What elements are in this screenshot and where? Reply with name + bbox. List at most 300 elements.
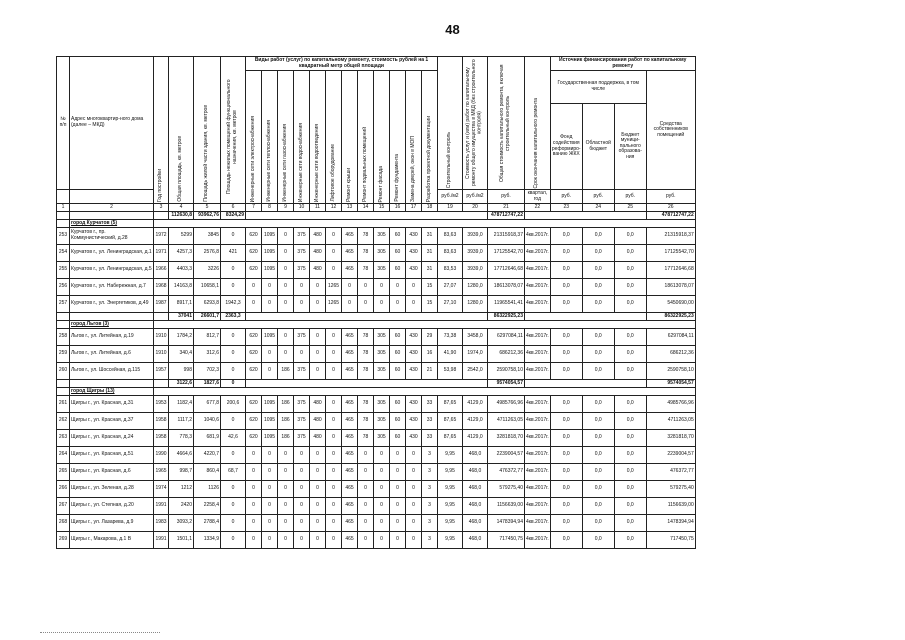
- cell-empty: [57, 388, 70, 396]
- work-cost: 0: [246, 279, 262, 296]
- header-state-support: Государственная поддержка, в том числе: [550, 71, 646, 104]
- cell-empty: [154, 388, 696, 396]
- work-cost: 0: [262, 481, 278, 498]
- row-number: 269: [57, 532, 70, 549]
- subtotal-nonres: 2363,3: [221, 313, 246, 321]
- header-work-design-docs: Разработка проектной документации: [422, 71, 438, 204]
- regional-amount: 0,0: [582, 279, 614, 296]
- municipal-amount: 0,0: [614, 396, 646, 413]
- row-number: 259: [57, 346, 70, 363]
- row-number: 266: [57, 481, 70, 498]
- cell-empty: [70, 380, 154, 388]
- work-cost: 0: [278, 481, 294, 498]
- work-cost: 480: [310, 396, 326, 413]
- column-number: 17: [406, 204, 422, 212]
- total-area: 14163,8: [169, 279, 194, 296]
- regional-amount: 0,0: [582, 329, 614, 346]
- column-number: 13: [342, 204, 358, 212]
- work-cost: 0: [374, 296, 390, 313]
- header-work-facade: Ремонт фасада: [374, 71, 390, 204]
- table-row: [57, 498, 696, 515]
- column-number: 3: [154, 204, 169, 212]
- work-cost: 0: [294, 296, 310, 313]
- work-cost: 3: [422, 464, 438, 481]
- living-area: 702,3: [194, 363, 221, 380]
- work-cost: 0: [406, 296, 422, 313]
- table-row: [57, 296, 696, 313]
- work-cost: 375: [294, 228, 310, 245]
- deadline: 4кв.2017г.: [525, 396, 551, 413]
- work-cost: 0: [310, 363, 326, 380]
- work-cost: 0: [326, 447, 342, 464]
- header-unit-cost: Стоимость услуг и (или) работ по капитальному ремонту общего имущества в МКД (без строительного контроля): [463, 57, 488, 190]
- work-cost: 620: [246, 430, 262, 447]
- work-cost: 465: [342, 498, 358, 515]
- work-cost: 375: [294, 245, 310, 262]
- deadline: 4кв.2017г.: [525, 245, 551, 262]
- work-cost: 430: [406, 329, 422, 346]
- work-cost: 33: [422, 396, 438, 413]
- nonres-area: 0: [221, 413, 246, 430]
- fund-amount: 0,0: [550, 481, 582, 498]
- work-cost: 0: [294, 515, 310, 532]
- work-cost: 0: [262, 464, 278, 481]
- work-cost: 3: [422, 515, 438, 532]
- total-area: 1117,2: [169, 413, 194, 430]
- address: Щигры г., Макарова, д.1 В: [70, 532, 154, 549]
- work-cost: 0: [326, 515, 342, 532]
- work-cost: 1265: [326, 279, 342, 296]
- column-number: 22: [525, 204, 551, 212]
- table-row: [57, 464, 696, 481]
- fund-amount: 0,0: [550, 498, 582, 515]
- unit-cost-m2: 73,38: [438, 329, 463, 346]
- work-cost: 0: [294, 481, 310, 498]
- unit-cost: 4129,0: [463, 413, 488, 430]
- living-area: 812,7: [194, 329, 221, 346]
- municipal-amount: 0,0: [614, 532, 646, 549]
- column-number: 12: [326, 204, 342, 212]
- work-cost: 305: [374, 413, 390, 430]
- living-area: 681,9: [194, 430, 221, 447]
- work-cost: 60: [390, 262, 406, 279]
- regional-amount: 0,0: [582, 464, 614, 481]
- header-work-electric: Инженерные сети электроснабжения: [246, 71, 262, 204]
- work-cost: 480: [310, 413, 326, 430]
- header-fund: Фонд содействия реформиро-ванию ЖКХ: [550, 104, 582, 190]
- header-year-built: Год постройки: [154, 57, 169, 204]
- total-cost: 579275,40: [488, 481, 525, 498]
- total-area: 4664,6: [169, 447, 194, 464]
- header-living-area: Площадь жилой части здания, кв. метров: [194, 57, 221, 204]
- work-cost: 430: [406, 363, 422, 380]
- work-cost: 0: [374, 498, 390, 515]
- total-area: 1501,1: [169, 532, 194, 549]
- work-cost: 0: [310, 329, 326, 346]
- living-area: 2258,4: [194, 498, 221, 515]
- unit-cost: 4129,0: [463, 430, 488, 447]
- column-number: 21: [488, 204, 525, 212]
- total-cost: 1156639,00: [488, 498, 525, 515]
- living-area: 6293,8: [194, 296, 221, 313]
- cell-empty: [246, 380, 488, 388]
- unit-cost-m2: 27,10: [438, 296, 463, 313]
- unit-cost: 468,0: [463, 532, 488, 549]
- work-cost: 620: [246, 228, 262, 245]
- column-number: 9: [278, 204, 294, 212]
- column-number: 20: [463, 204, 488, 212]
- column-number: 7: [246, 204, 262, 212]
- unit-cost-m2: 27,07: [438, 279, 463, 296]
- living-area: 312,6: [194, 346, 221, 363]
- unit-rub-fund: руб.: [550, 190, 582, 204]
- cell-empty: [70, 212, 154, 220]
- column-number: 4: [169, 204, 194, 212]
- work-cost: 0: [342, 279, 358, 296]
- cell-empty: [525, 380, 647, 388]
- cell-empty: [246, 212, 488, 220]
- unit-cost-m2: 87,65: [438, 430, 463, 447]
- municipal-amount: 0,0: [614, 481, 646, 498]
- work-cost: 0: [374, 464, 390, 481]
- cell-empty: [57, 212, 70, 220]
- work-cost: 305: [374, 346, 390, 363]
- total-cost: 17125542,70: [488, 245, 525, 262]
- work-cost: 0: [406, 532, 422, 549]
- total-area: 8917,1: [169, 296, 194, 313]
- owners-amount: 476372,77: [646, 464, 695, 481]
- work-cost: 1265: [326, 296, 342, 313]
- municipal-amount: 0,0: [614, 245, 646, 262]
- total-area: 1212: [169, 481, 194, 498]
- year-built: 1987: [154, 296, 169, 313]
- header-work-gas: Инженерные сети газоснабжения: [278, 71, 294, 204]
- fund-amount: 0,0: [550, 447, 582, 464]
- year-built: 1910: [154, 346, 169, 363]
- work-cost: 0: [326, 532, 342, 549]
- unit-cost: 468,0: [463, 447, 488, 464]
- cell-empty: [57, 220, 70, 228]
- regional-amount: 0,0: [582, 498, 614, 515]
- unit-cost: 468,0: [463, 464, 488, 481]
- header-row-number: № п/п: [57, 57, 70, 190]
- work-cost: 620: [246, 396, 262, 413]
- row-number: 263: [57, 430, 70, 447]
- total-cost: 717450,75: [488, 532, 525, 549]
- unit-rub-municipal: руб.: [614, 190, 646, 204]
- nonres-area: 0: [221, 262, 246, 279]
- work-cost: 0: [294, 447, 310, 464]
- column-number: 11: [310, 204, 326, 212]
- subtotal-cost: 9574054,57: [488, 380, 525, 388]
- work-cost: 0: [342, 296, 358, 313]
- total-cost: 2239004,57: [488, 447, 525, 464]
- header-deadline: Срок окончания капитального ремонта: [525, 57, 551, 190]
- unit-cost-m2: 9,95: [438, 515, 463, 532]
- total-cost: 17712646,68: [488, 262, 525, 279]
- owners-amount: 6297084,11: [646, 329, 695, 346]
- nonres-area: 0: [221, 363, 246, 380]
- fund-amount: 0,0: [550, 245, 582, 262]
- work-cost: 0: [406, 481, 422, 498]
- living-area: 3845: [194, 228, 221, 245]
- address: Щигры г., ул. Лазарева, д.9: [70, 515, 154, 532]
- cell-empty: [154, 220, 696, 228]
- grand-total-cost: 478712747,22: [488, 212, 525, 220]
- grand-total-row: [57, 212, 696, 220]
- address: Курчатов г., ул. Ленинградская, д.1: [70, 245, 154, 262]
- fund-amount: 0,0: [550, 329, 582, 346]
- nonres-area: 0: [221, 228, 246, 245]
- header-funding-group: Источник финансирования работ по капитальному ремонту: [550, 57, 695, 71]
- work-cost: 0: [358, 532, 374, 549]
- address: Щигры г., ул. Красная, д.31: [70, 396, 154, 413]
- work-cost: 0: [326, 228, 342, 245]
- cell-empty: [246, 313, 488, 321]
- regional-amount: 0,0: [582, 430, 614, 447]
- work-cost: 0: [390, 279, 406, 296]
- work-cost: 0: [262, 363, 278, 380]
- municipal-amount: 0,0: [614, 296, 646, 313]
- work-cost: 375: [294, 262, 310, 279]
- subtotal-owners: 9574054,57: [646, 380, 695, 388]
- table-row: [57, 430, 696, 447]
- work-cost: 0: [278, 346, 294, 363]
- table-row: [57, 481, 696, 498]
- column-number: 24: [582, 204, 614, 212]
- unit-cost-m2: 87,65: [438, 396, 463, 413]
- work-cost: 0: [390, 464, 406, 481]
- work-cost: 0: [294, 346, 310, 363]
- fund-amount: 0,0: [550, 279, 582, 296]
- unit-rub-m2-control: руб./м2: [438, 190, 463, 204]
- cell-empty: [154, 313, 169, 321]
- total-area: 1784,2: [169, 329, 194, 346]
- work-cost: 0: [406, 464, 422, 481]
- work-cost: 305: [374, 396, 390, 413]
- unit-cost-m2: 9,95: [438, 481, 463, 498]
- row-number: 262: [57, 413, 70, 430]
- unit-cost: 468,0: [463, 481, 488, 498]
- deadline: 4кв.2017г.: [525, 279, 551, 296]
- work-cost: 620: [246, 363, 262, 380]
- work-cost: 0: [310, 464, 326, 481]
- work-cost: 0: [310, 515, 326, 532]
- work-cost: 0: [310, 498, 326, 515]
- living-area: 10658,1: [194, 279, 221, 296]
- unit-cost: 3458,0: [463, 329, 488, 346]
- deadline: 4кв.2017г.: [525, 498, 551, 515]
- work-cost: 0: [262, 346, 278, 363]
- work-cost: 78: [358, 346, 374, 363]
- subtotal-row: [57, 313, 696, 321]
- nonres-area: 0: [221, 346, 246, 363]
- nonres-area: 0: [221, 498, 246, 515]
- work-cost: 465: [342, 464, 358, 481]
- deadline: 4кв.2017г.: [525, 447, 551, 464]
- nonres-area: 0: [221, 515, 246, 532]
- cell-empty: [154, 380, 169, 388]
- row-number: 264: [57, 447, 70, 464]
- address: Щигры г., ул. Красная, д.24: [70, 430, 154, 447]
- header-total-cost: Общая стоимость капитального ремонта, включая строительный контроль: [488, 57, 525, 190]
- total-cost: 1478394,94: [488, 515, 525, 532]
- work-cost: 0: [294, 498, 310, 515]
- work-cost: 0: [390, 515, 406, 532]
- work-cost: 0: [358, 279, 374, 296]
- work-cost: 465: [342, 228, 358, 245]
- work-cost: 375: [294, 413, 310, 430]
- deadline: 4кв.2017г.: [525, 363, 551, 380]
- header-total-area: Общая площадь, кв. метров: [169, 57, 194, 204]
- subtotal-owners: 86322925,23: [646, 313, 695, 321]
- fund-amount: 0,0: [550, 515, 582, 532]
- work-cost: 0: [374, 532, 390, 549]
- living-area: 4220,7: [194, 447, 221, 464]
- work-cost: 78: [358, 329, 374, 346]
- work-cost: 15: [422, 296, 438, 313]
- total-area: 998,7: [169, 464, 194, 481]
- work-cost: 0: [406, 498, 422, 515]
- work-cost: 3: [422, 498, 438, 515]
- deadline: 4кв.2017г.: [525, 464, 551, 481]
- address: Льгов г., ул. Литейная, д.6: [70, 346, 154, 363]
- owners-amount: 2590758,10: [646, 363, 695, 380]
- work-cost: 0: [278, 262, 294, 279]
- work-cost: 0: [390, 532, 406, 549]
- owners-amount: 1156639,00: [646, 498, 695, 515]
- nonres-area: 0: [221, 532, 246, 549]
- work-cost: 0: [246, 447, 262, 464]
- work-cost: 465: [342, 329, 358, 346]
- year-built: 1974: [154, 481, 169, 498]
- unit-quarter-year: квартал, год: [525, 190, 551, 204]
- work-cost: 620: [246, 346, 262, 363]
- work-cost: 3: [422, 447, 438, 464]
- row-number: 268: [57, 515, 70, 532]
- work-cost: 465: [342, 363, 358, 380]
- header-work-doors-windows: Замена дверей, окон в МОП: [406, 71, 422, 204]
- city-header-row: [57, 220, 696, 228]
- table-row: [57, 515, 696, 532]
- work-cost: 0: [294, 464, 310, 481]
- unit-rub-total: руб.: [488, 190, 525, 204]
- fund-amount: 0,0: [550, 296, 582, 313]
- year-built: 1910: [154, 329, 169, 346]
- nonres-area: 421: [221, 245, 246, 262]
- header-address: Адрес многоквартир-ного дома (далее – МКД): [70, 57, 154, 190]
- unit-cost: 4129,0: [463, 396, 488, 413]
- work-cost: 60: [390, 346, 406, 363]
- work-cost: 465: [342, 396, 358, 413]
- column-number: 18: [422, 204, 438, 212]
- work-cost: 0: [246, 515, 262, 532]
- work-cost: 0: [326, 413, 342, 430]
- owners-amount: 3281818,70: [646, 430, 695, 447]
- owners-amount: 21315918,37: [646, 228, 695, 245]
- grand-total-living: 93962,76: [194, 212, 221, 220]
- unit-cost-m2: 9,95: [438, 464, 463, 481]
- work-cost: 0: [358, 515, 374, 532]
- header-owners-funds: Средства собственников помещений: [646, 71, 695, 190]
- work-cost: 0: [326, 245, 342, 262]
- work-cost: 78: [358, 245, 374, 262]
- address: Курчатов г., ул. Энергетиков, д.49: [70, 296, 154, 313]
- living-area: 677,8: [194, 396, 221, 413]
- deadline: 4кв.2017г.: [525, 346, 551, 363]
- work-cost: 0: [358, 464, 374, 481]
- owners-amount: 2239004,57: [646, 447, 695, 464]
- work-cost: 186: [278, 363, 294, 380]
- work-cost: 60: [390, 430, 406, 447]
- work-cost: 375: [294, 329, 310, 346]
- row-number: 255: [57, 262, 70, 279]
- work-cost: 0: [278, 498, 294, 515]
- city-name: город Курчатов (5): [70, 220, 154, 228]
- work-cost: 60: [390, 228, 406, 245]
- work-cost: 0: [390, 296, 406, 313]
- header-municipal: Бюджет муници-пального образова-ния: [614, 104, 646, 190]
- header-work-foundation: Ремонт фундамента: [390, 71, 406, 204]
- cell-empty: [154, 212, 169, 220]
- work-cost: 78: [358, 396, 374, 413]
- living-area: 2576,8: [194, 245, 221, 262]
- table-row: [57, 262, 696, 279]
- regional-amount: 0,0: [582, 262, 614, 279]
- header-work-sewer: Инженерные сети водоотведения: [310, 71, 326, 204]
- work-cost: 1095: [262, 329, 278, 346]
- work-cost: 0: [246, 532, 262, 549]
- cell-empty: [57, 380, 70, 388]
- work-cost: 0: [326, 329, 342, 346]
- work-cost: 0: [310, 296, 326, 313]
- unit-empty-2: [70, 190, 154, 204]
- work-cost: 0: [262, 532, 278, 549]
- work-cost: 465: [342, 481, 358, 498]
- subtotal-area: 3122,6: [169, 380, 194, 388]
- unit-cost: 468,0: [463, 515, 488, 532]
- work-cost: 0: [310, 279, 326, 296]
- work-cost: 0: [278, 464, 294, 481]
- column-number: 14: [358, 204, 374, 212]
- table-row: [57, 532, 696, 549]
- row-number: 258: [57, 329, 70, 346]
- work-cost: 186: [278, 396, 294, 413]
- column-number: 26: [646, 204, 695, 212]
- work-cost: 0: [390, 481, 406, 498]
- work-cost: 0: [278, 296, 294, 313]
- work-cost: 620: [246, 262, 262, 279]
- work-cost: 0: [326, 464, 342, 481]
- year-built: 1966: [154, 262, 169, 279]
- work-cost: 0: [294, 532, 310, 549]
- regional-amount: 0,0: [582, 228, 614, 245]
- deadline: 4кв.2017г.: [525, 262, 551, 279]
- total-cost: 2590758,10: [488, 363, 525, 380]
- year-built: 1971: [154, 245, 169, 262]
- owners-amount: 1478394,94: [646, 515, 695, 532]
- year-built: 1958: [154, 430, 169, 447]
- total-area: 340,4: [169, 346, 194, 363]
- deadline: 4кв.2017г.: [525, 532, 551, 549]
- year-built: 1957: [154, 363, 169, 380]
- work-cost: 60: [390, 245, 406, 262]
- grand-total-nonres: 8324,29: [221, 212, 246, 220]
- work-cost: 305: [374, 228, 390, 245]
- footer-line: [40, 632, 160, 633]
- column-number: 19: [438, 204, 463, 212]
- fund-amount: 0,0: [550, 464, 582, 481]
